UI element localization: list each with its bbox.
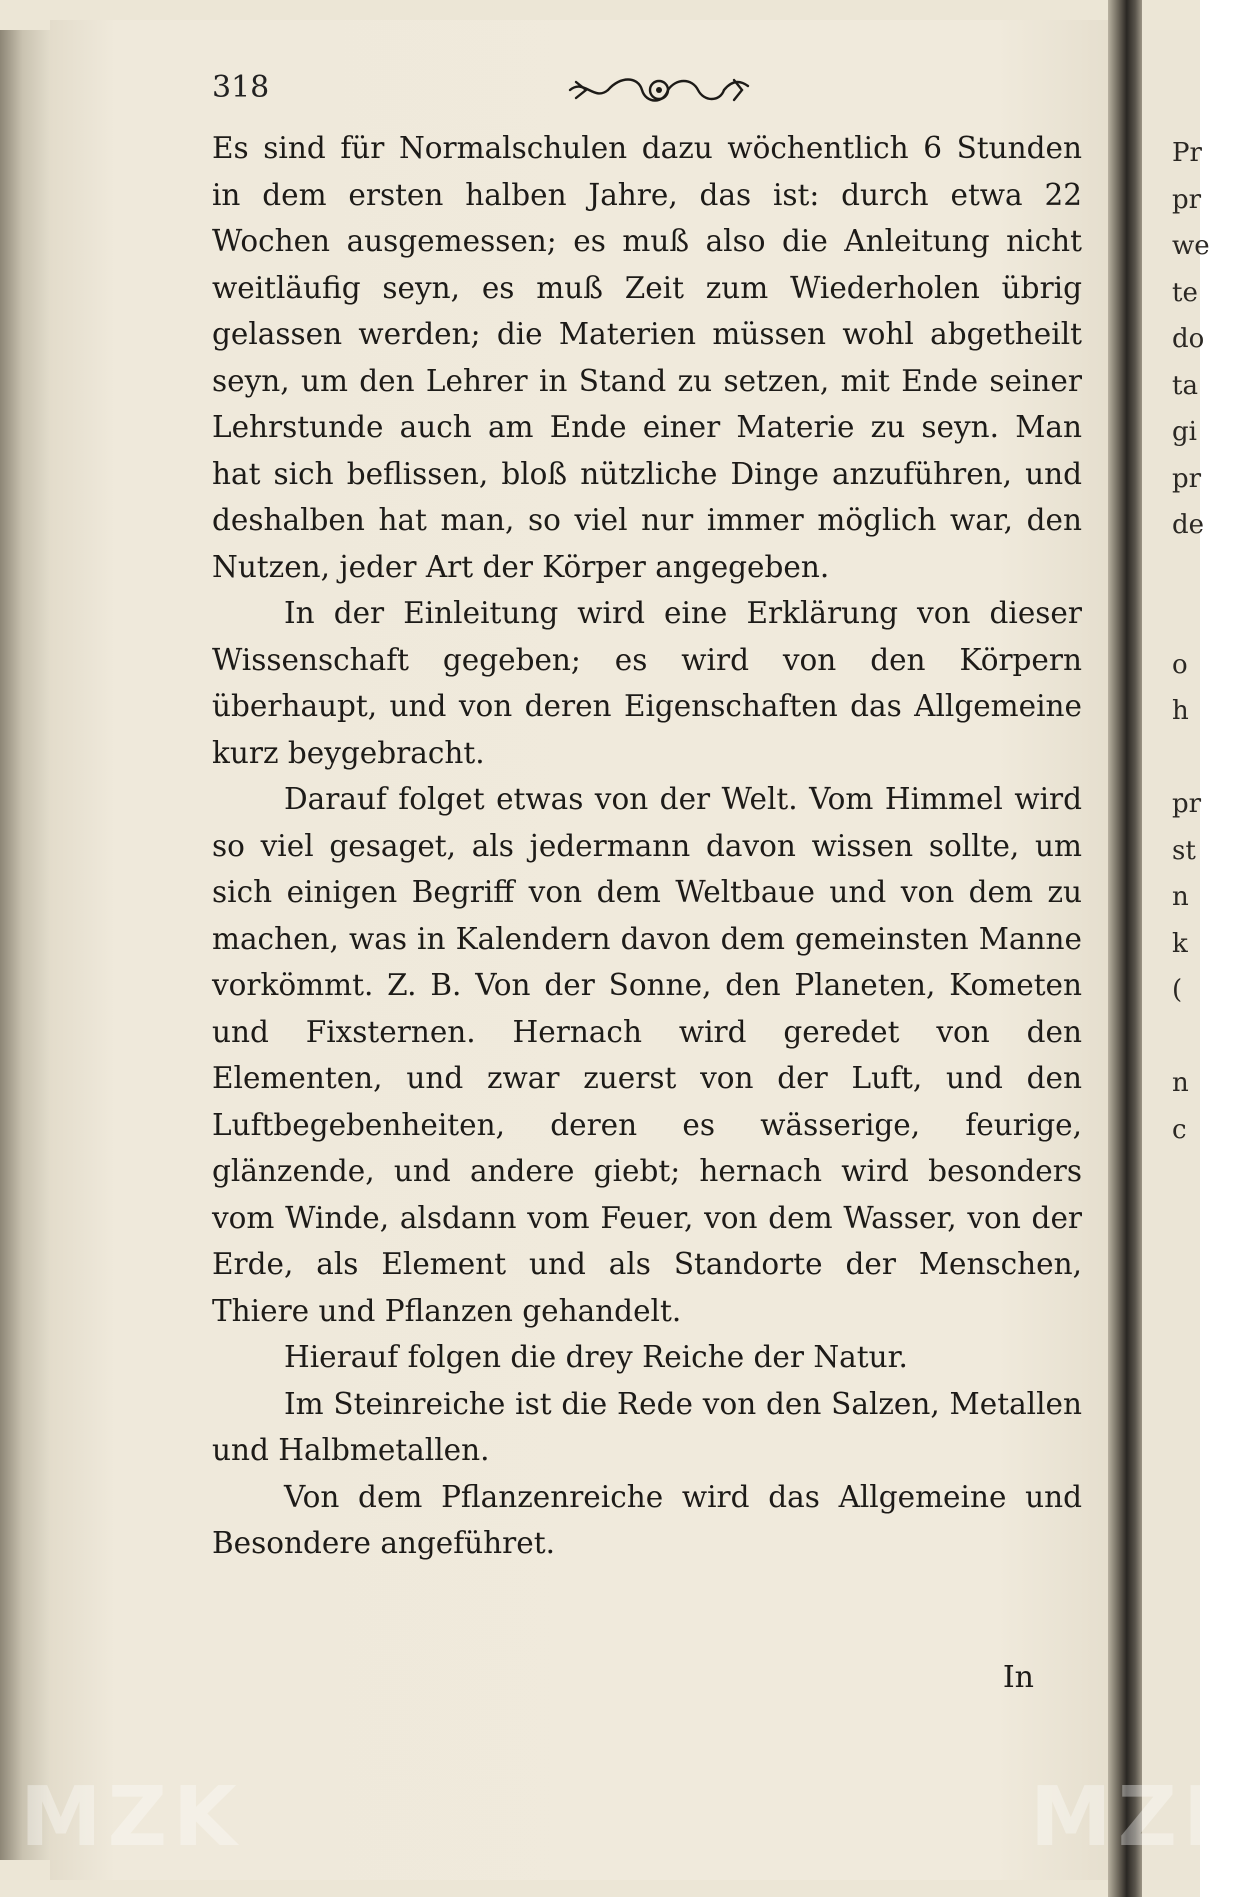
paragraph: Im Steinreiche ist die Rede von den Salzen, Metallen und Halbmetallen.	[212, 1386, 1082, 1467]
watermark-left: MZK	[20, 1770, 243, 1865]
book-gutter	[1108, 0, 1142, 1897]
page-header	[212, 70, 1082, 120]
watermark-right: MZK	[1030, 1770, 1253, 1865]
paragraph: Von dem Pflanzenreiche wird das Allgemeine und Besondere angeführet.	[212, 1479, 1082, 1560]
facing-page-fragments: Pr pr we te do ta gi pr de o h pr st n k ( n c	[1172, 138, 1210, 1145]
ornament-icon	[564, 72, 754, 108]
paragraph: Es sind für Normalschulen dazu wöchentlich 6 Stunden in dem ersten halben Jahre, das ist: durch etwa 22 Wochen ausgemessen; es muß also die Anleitung nicht weitläufig seyn, es muß Zeit zum Wiederholen übrig gelassen werden; die Materien müssen wohl abgetheilt seyn, um den Lehrer in Stand zu setzen, mit Ende seiner Lehrstunde auch am Ende einer Materie zu seyn. Man hat sich beflissen, bloß nützliche Dinge anzuführen, und deshalben hat man, so viel nur immer möglich war, den Nutzen, jeder Art der Körper angegeben.	[212, 131, 1082, 584]
body-text	[212, 125, 1082, 1567]
paragraph: In der Einleitung wird eine Erklärung von dieser Wissenschaft gegeben; es wird von den Körpern überhaupt, und von deren Eigenschaften das Allgemeine kurz beygebracht.	[212, 596, 1082, 770]
catchword: In	[1002, 1660, 1034, 1695]
paragraph: Hierauf folgen die drey Reiche der Natur.	[284, 1340, 908, 1374]
page-stack-edge	[0, 30, 50, 1860]
paragraph: Darauf folget etwas von der Welt. Vom Himmel wird so viel gesaget, als jedermann davon wissen sollte, um sich einigen Begriff von dem Weltbaue und von dem zu machen, was in Kalendern davon dem gemeinsten Manne vorkömmt. Z. B. Von der Sonne, den Planeten, Kometen und Fixsternen. Hernach wird geredet von den Elementen, und zwar zuerst von der Luft, und den Luftbegebenheiten, deren es wässerige, feurige, glänzende, und andere giebt; hernach wird besonders vom Winde, alsdann vom Feuer, von dem Wasser, von der Erde, als Element und als Standorte der Menschen, Thiere und Pflanzen gehandelt.	[212, 782, 1082, 1328]
page-number: 318	[212, 70, 270, 105]
